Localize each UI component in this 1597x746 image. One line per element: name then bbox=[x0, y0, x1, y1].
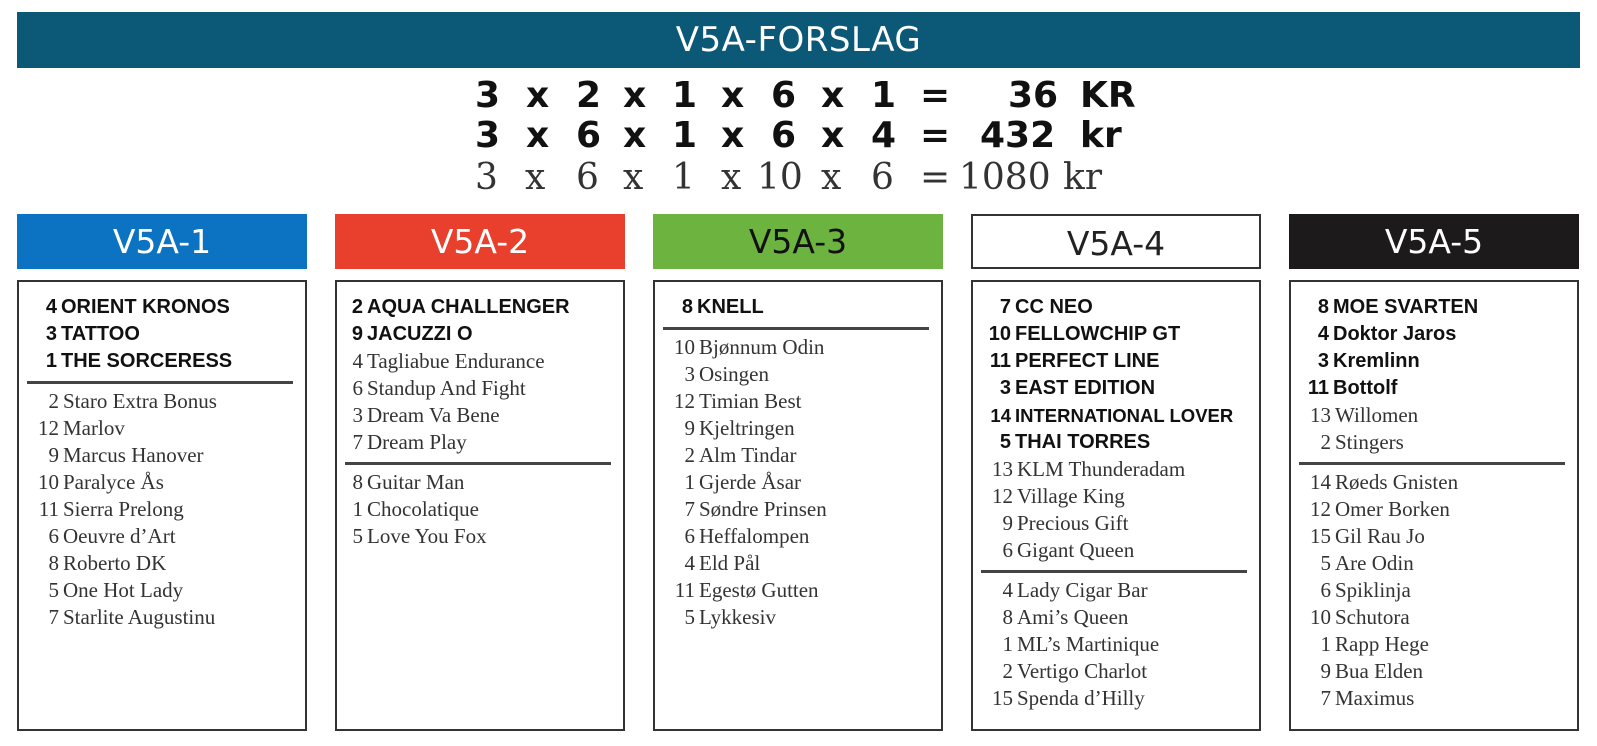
start-number: 1 bbox=[45, 350, 57, 372]
start-number: 12 bbox=[674, 389, 695, 413]
list-item bbox=[987, 348, 1251, 375]
horse-name: Heffalompen bbox=[699, 524, 810, 548]
horse-name: Oeuvre d’Art bbox=[63, 524, 176, 548]
start-number: 10 bbox=[988, 323, 1011, 345]
list-item bbox=[33, 577, 297, 604]
start-number: 6 bbox=[1002, 538, 1013, 562]
list-item bbox=[669, 469, 933, 496]
list-item bbox=[987, 375, 1251, 402]
list-item bbox=[33, 550, 297, 577]
horse-name: Schutora bbox=[1335, 605, 1410, 629]
horse-name: Spenda d’Hilly bbox=[1017, 686, 1145, 710]
start-number: 5 bbox=[684, 605, 695, 629]
horse-name: KLM Thunderadam bbox=[1017, 457, 1186, 481]
start-number: 6 bbox=[684, 524, 695, 548]
horse-name: Love You Fox bbox=[367, 524, 487, 548]
list-item bbox=[33, 604, 297, 631]
horse-name: THE SORCERESS bbox=[61, 350, 233, 372]
divider bbox=[345, 462, 611, 465]
start-number: 8 bbox=[352, 470, 363, 494]
list-item bbox=[33, 348, 297, 375]
horse-name: Precious Gift bbox=[1017, 511, 1129, 535]
list-item bbox=[33, 321, 297, 348]
race-header: V5A-5 bbox=[1289, 214, 1579, 269]
list-item bbox=[669, 388, 933, 415]
list-item bbox=[987, 537, 1251, 564]
horse-name: Doktor Jaros bbox=[1333, 323, 1457, 345]
start-number: 5 bbox=[48, 578, 59, 602]
horse-name: INTERNATIONAL LOVER bbox=[1015, 405, 1234, 426]
list-item bbox=[351, 429, 615, 456]
formula-token: 1 bbox=[871, 75, 897, 116]
selection-box bbox=[1289, 280, 1579, 731]
start-number: 4 bbox=[45, 296, 57, 318]
list-item bbox=[987, 321, 1251, 348]
horse-name: Kremlinn bbox=[1333, 350, 1420, 372]
start-number: 8 bbox=[1317, 296, 1329, 318]
formula-token: x bbox=[623, 157, 644, 198]
list-item bbox=[351, 496, 615, 523]
race-header: V5A-2 bbox=[335, 214, 625, 269]
horse-name: AQUA CHALLENGER bbox=[367, 296, 570, 318]
start-number: 10 bbox=[1310, 605, 1331, 629]
formula-token: 3 bbox=[475, 75, 501, 116]
formula-token: x bbox=[721, 75, 745, 116]
list-item bbox=[669, 334, 933, 361]
horse-name: Dream Va Bene bbox=[367, 403, 500, 427]
start-number: 3 bbox=[1317, 350, 1329, 372]
start-number: 11 bbox=[989, 350, 1011, 372]
horse-name: Guitar Man bbox=[367, 470, 465, 494]
horse-name: PERFECT LINE bbox=[1015, 350, 1160, 372]
list-item bbox=[1305, 469, 1569, 496]
list-item bbox=[987, 402, 1251, 429]
list-item bbox=[351, 469, 615, 496]
formula-token: 10 bbox=[757, 157, 803, 198]
start-number: 2 bbox=[1002, 659, 1013, 683]
start-number: 12 bbox=[1310, 497, 1331, 521]
list-item bbox=[987, 483, 1251, 510]
start-number: 15 bbox=[1310, 524, 1331, 548]
list-item bbox=[987, 456, 1251, 483]
horse-name: CC NEO bbox=[1015, 296, 1093, 318]
formula-token: 6 bbox=[771, 115, 797, 156]
formula-token: 4 bbox=[871, 115, 897, 156]
selection-box bbox=[17, 280, 307, 731]
formula-line-1 bbox=[475, 75, 1136, 116]
list-item bbox=[669, 523, 933, 550]
divider bbox=[663, 327, 929, 330]
divider bbox=[1299, 462, 1565, 465]
start-number: 6 bbox=[352, 376, 363, 400]
list-item bbox=[1305, 496, 1569, 523]
horse-name: Bua Elden bbox=[1335, 659, 1424, 683]
horse-name: Gigant Queen bbox=[1017, 538, 1135, 562]
horse-name: EAST EDITION bbox=[1015, 377, 1156, 399]
list-item bbox=[1305, 348, 1569, 375]
divider bbox=[27, 381, 293, 384]
list-item bbox=[1305, 375, 1569, 402]
list-item bbox=[1305, 523, 1569, 550]
list-item bbox=[987, 604, 1251, 631]
start-number: 11 bbox=[38, 497, 59, 521]
list-item bbox=[987, 631, 1251, 658]
race-column-v5a-3 bbox=[653, 214, 943, 629]
list-item bbox=[669, 550, 933, 577]
start-number: 11 bbox=[674, 578, 695, 602]
start-number: 1 bbox=[684, 470, 695, 494]
start-number: 4 bbox=[352, 349, 363, 373]
horse-name: Are Odin bbox=[1335, 551, 1414, 575]
start-number: 11 bbox=[1307, 377, 1329, 399]
start-number: 4 bbox=[1317, 323, 1329, 345]
formula-token: x bbox=[721, 115, 745, 156]
start-number: 3 bbox=[352, 403, 363, 427]
start-number: 9 bbox=[1320, 659, 1331, 683]
horse-name: Kjeltringen bbox=[699, 416, 795, 440]
list-item bbox=[669, 361, 933, 388]
list-item bbox=[987, 294, 1251, 321]
formula-token: x bbox=[623, 115, 647, 156]
formula-token: = bbox=[920, 115, 951, 156]
page-title-banner: V5A-FORSLAG bbox=[17, 12, 1580, 68]
horse-name: Timian Best bbox=[699, 389, 802, 413]
list-item bbox=[1305, 631, 1569, 658]
horse-name: KNELL bbox=[697, 296, 764, 318]
list-item bbox=[669, 577, 933, 604]
list-item bbox=[351, 348, 615, 375]
list-item bbox=[351, 523, 615, 550]
horse-name: One Hot Lady bbox=[63, 578, 184, 602]
formula-token: x bbox=[821, 157, 842, 198]
list-item bbox=[351, 294, 615, 321]
formula-token: 3 bbox=[475, 115, 501, 156]
formula-token: kr bbox=[1063, 157, 1103, 198]
race-header: V5A-4 bbox=[971, 214, 1261, 269]
horse-name: Søndre Prinsen bbox=[699, 497, 827, 521]
start-number: 9 bbox=[351, 323, 363, 345]
horse-name: Bottolf bbox=[1333, 377, 1398, 399]
start-number: 1 bbox=[352, 497, 363, 521]
start-number: 8 bbox=[48, 551, 59, 575]
horse-name: Røeds Gnisten bbox=[1335, 470, 1459, 494]
formula-token: x bbox=[623, 75, 647, 116]
horse-name: Maximus bbox=[1335, 686, 1415, 710]
horse-name: Bjønnum Odin bbox=[699, 335, 825, 359]
horse-name: MOE SVARTEN bbox=[1333, 296, 1479, 318]
list-item bbox=[1305, 294, 1569, 321]
selection-box bbox=[335, 280, 625, 731]
horse-name: Starlite Augustinu bbox=[63, 605, 216, 629]
formula-line-2 bbox=[475, 115, 1122, 156]
horse-name: Willomen bbox=[1335, 403, 1419, 427]
formula-token: 1 bbox=[672, 115, 698, 156]
race-column-v5a-4 bbox=[971, 214, 1261, 710]
start-number: 7 bbox=[48, 605, 59, 629]
selection-box bbox=[971, 280, 1261, 731]
start-number: 14 bbox=[990, 405, 1011, 426]
horse-name: FELLOWCHIP GT bbox=[1015, 323, 1181, 345]
horse-name: JACUZZI O bbox=[367, 323, 473, 345]
list-item bbox=[33, 415, 297, 442]
start-number: 7 bbox=[684, 497, 695, 521]
horse-name: Gil Rau Jo bbox=[1335, 524, 1425, 548]
horse-name: Dream Play bbox=[367, 430, 467, 454]
formula-token: x bbox=[821, 115, 845, 156]
formula-token: 6 bbox=[871, 157, 894, 198]
start-number: 4 bbox=[1002, 578, 1013, 602]
start-number: 9 bbox=[684, 416, 695, 440]
start-number: 13 bbox=[992, 457, 1013, 481]
list-item bbox=[351, 402, 615, 429]
list-item bbox=[351, 375, 615, 402]
formula-token: 6 bbox=[771, 75, 797, 116]
start-number: 5 bbox=[1320, 551, 1331, 575]
list-item bbox=[1305, 550, 1569, 577]
start-number: 9 bbox=[1002, 511, 1013, 535]
horse-name: ML’s Martinique bbox=[1017, 632, 1160, 656]
formula-token: x bbox=[526, 115, 550, 156]
start-number: 9 bbox=[48, 443, 59, 467]
horse-name: Chocolatique bbox=[367, 497, 479, 521]
divider bbox=[981, 570, 1247, 573]
start-number: 5 bbox=[999, 431, 1011, 453]
horse-name: Lady Cigar Bar bbox=[1017, 578, 1148, 602]
start-number: 13 bbox=[1310, 403, 1331, 427]
horse-name: Eld Pål bbox=[699, 551, 761, 575]
horse-name: Village King bbox=[1017, 484, 1125, 508]
start-number: 7 bbox=[1320, 686, 1331, 710]
race-header: V5A-1 bbox=[17, 214, 307, 269]
race-column-v5a-2 bbox=[335, 214, 625, 548]
formula-line-3 bbox=[475, 157, 1103, 198]
formula-token: kr bbox=[1080, 115, 1122, 156]
horse-name: Standup And Fight bbox=[367, 376, 526, 400]
start-number: 7 bbox=[352, 430, 363, 454]
horse-name: Osingen bbox=[699, 362, 769, 386]
horse-name: Marlov bbox=[63, 416, 125, 440]
start-number: 12 bbox=[992, 484, 1013, 508]
horse-name: Rapp Hege bbox=[1335, 632, 1429, 656]
list-item bbox=[669, 294, 933, 321]
formula-token: 1080 bbox=[959, 157, 1051, 198]
horse-name: TATTOO bbox=[61, 323, 140, 345]
list-item bbox=[1305, 604, 1569, 631]
horse-name: Lykkesiv bbox=[699, 605, 776, 629]
formula-token: 432 bbox=[980, 115, 1056, 156]
list-item bbox=[1305, 402, 1569, 429]
start-number: 2 bbox=[1320, 430, 1331, 454]
horse-name: Egestø Gutten bbox=[699, 578, 819, 602]
start-number: 3 bbox=[999, 377, 1011, 399]
list-item bbox=[1305, 429, 1569, 456]
formula-token: 6 bbox=[576, 115, 602, 156]
start-number: 12 bbox=[38, 416, 59, 440]
start-number: 15 bbox=[992, 686, 1013, 710]
horse-name: Roberto DK bbox=[63, 551, 167, 575]
list-item bbox=[1305, 685, 1569, 712]
formula-token: KR bbox=[1080, 75, 1136, 116]
horse-name: Alm Tindar bbox=[699, 443, 797, 467]
formula-token: x bbox=[525, 157, 546, 198]
start-number: 2 bbox=[684, 443, 695, 467]
list-item bbox=[669, 496, 933, 523]
horse-name: Stingers bbox=[1335, 430, 1404, 454]
race-column-v5a-1 bbox=[17, 214, 307, 629]
list-item bbox=[987, 577, 1251, 604]
horse-name: THAI TORRES bbox=[1015, 431, 1151, 453]
formula-token: x bbox=[821, 75, 845, 116]
formula-token: 36 bbox=[1008, 75, 1059, 116]
start-number: 8 bbox=[1002, 605, 1013, 629]
start-number: 3 bbox=[684, 362, 695, 386]
list-item bbox=[1305, 658, 1569, 685]
start-number: 10 bbox=[38, 470, 59, 494]
start-number: 6 bbox=[48, 524, 59, 548]
list-item bbox=[987, 658, 1251, 685]
list-item bbox=[1305, 577, 1569, 604]
formula-token: = bbox=[920, 75, 951, 116]
horse-name: Spiklinja bbox=[1335, 578, 1411, 602]
start-number: 14 bbox=[1310, 470, 1331, 494]
formula-token: x bbox=[526, 75, 550, 116]
horse-name: Ami’s Queen bbox=[1017, 605, 1129, 629]
start-number: 1 bbox=[1320, 632, 1331, 656]
start-number: 8 bbox=[681, 296, 693, 318]
formula-token: 1 bbox=[672, 157, 695, 198]
list-item bbox=[33, 496, 297, 523]
list-item bbox=[987, 429, 1251, 456]
list-item bbox=[33, 523, 297, 550]
race-header: V5A-3 bbox=[653, 214, 943, 269]
horse-name: Omer Borken bbox=[1335, 497, 1450, 521]
formula-token: 3 bbox=[475, 157, 498, 198]
race-column-v5a-5 bbox=[1289, 214, 1579, 710]
formula-token: 6 bbox=[576, 157, 599, 198]
list-item bbox=[351, 321, 615, 348]
horse-name: Vertigo Charlot bbox=[1017, 659, 1148, 683]
list-item bbox=[33, 294, 297, 321]
list-item bbox=[987, 510, 1251, 537]
start-number: 6 bbox=[1320, 578, 1331, 602]
horse-name: Tagliabue Endurance bbox=[367, 349, 545, 373]
formula-token: 1 bbox=[672, 75, 698, 116]
formula-token: 2 bbox=[576, 75, 602, 116]
horse-name: Paralyce Ås bbox=[63, 470, 164, 494]
list-item bbox=[669, 442, 933, 469]
start-number: 3 bbox=[45, 323, 57, 345]
start-number: 7 bbox=[999, 296, 1011, 318]
list-item bbox=[669, 604, 933, 631]
start-number: 1 bbox=[1002, 632, 1013, 656]
start-number: 5 bbox=[352, 524, 363, 548]
horse-name: Staro Extra Bonus bbox=[63, 389, 217, 413]
list-item bbox=[33, 442, 297, 469]
start-number: 2 bbox=[351, 296, 363, 318]
start-number: 2 bbox=[48, 389, 59, 413]
horse-name: Marcus Hanover bbox=[63, 443, 204, 467]
list-item bbox=[33, 469, 297, 496]
start-number: 4 bbox=[684, 551, 695, 575]
horse-name: ORIENT KRONOS bbox=[61, 296, 230, 318]
list-item bbox=[1305, 321, 1569, 348]
list-item bbox=[33, 388, 297, 415]
horse-name: Gjerde Åsar bbox=[699, 470, 802, 494]
list-item bbox=[669, 415, 933, 442]
horse-name: Sierra Prelong bbox=[63, 497, 184, 521]
formula-token: x bbox=[721, 157, 742, 198]
start-number: 10 bbox=[674, 335, 695, 359]
formula-token: = bbox=[920, 157, 951, 198]
selection-box bbox=[653, 280, 943, 731]
list-item bbox=[987, 685, 1251, 712]
